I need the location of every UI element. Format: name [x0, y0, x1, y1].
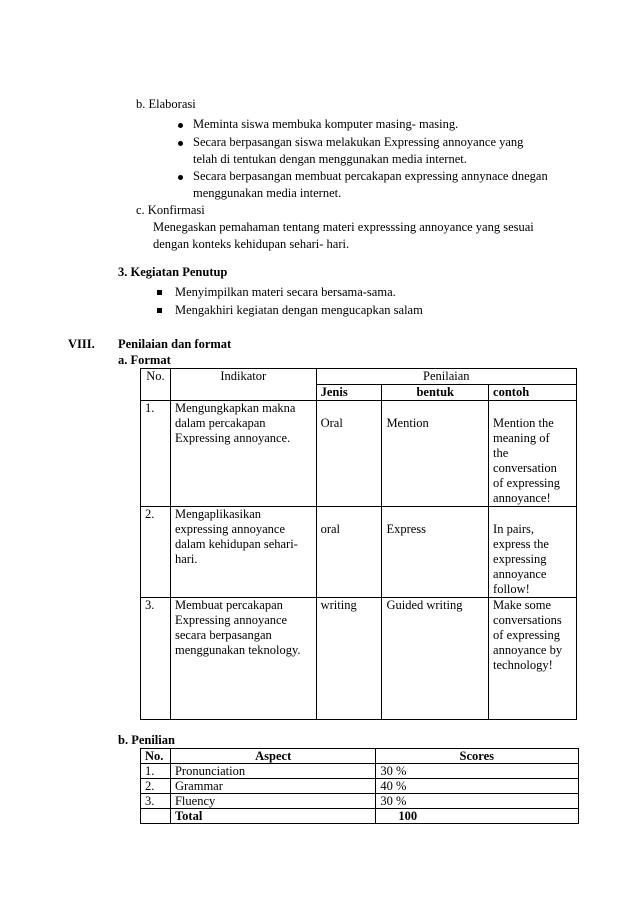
contoh-line: annoyance! [493, 491, 551, 505]
row-no [141, 809, 171, 824]
section-number: VIII. [68, 337, 95, 351]
header-aspect: Aspect [170, 749, 375, 764]
bentuk-value: Mention [386, 416, 429, 430]
row-contoh [489, 507, 577, 598]
row-contoh [489, 401, 577, 507]
header-indikator: Indikator [170, 369, 316, 401]
header-no: No. [141, 369, 171, 401]
konfirmasi-line-2: dengan konteks kehidupan sehari- hari. [153, 237, 350, 251]
bentuk-value: Express [386, 522, 427, 536]
row-aspect: Pronunciation [170, 764, 375, 779]
elaborasi-bullet-2-cont: telah di tentukan dengan menggunakan media internet. [193, 152, 467, 166]
jenis-value: oral [320, 522, 341, 536]
indikator-line: menggunakan teknology. [174, 643, 301, 657]
row-contoh [489, 598, 577, 720]
row-no: 2. [141, 779, 171, 794]
format-table [140, 368, 577, 720]
contoh-line: technology! [493, 658, 553, 672]
row-score: 30 % [376, 794, 579, 809]
contoh-line: expressing [493, 552, 547, 566]
indikator-line: Expressing annoyance [174, 613, 288, 627]
header-no: No. [141, 749, 171, 764]
contoh-line: annoyance by [493, 643, 563, 657]
konfirmasi-line-1: Menegaskan pemahaman tentang materi expresssing annoyance yang sesuai [153, 220, 534, 234]
row-aspect: Grammar [170, 779, 375, 794]
elaborasi-bullet-3-cont: menggunakan media internet. [193, 186, 342, 200]
contoh-line: conversation [493, 461, 557, 475]
contoh-line: express the [493, 537, 549, 551]
contoh-line: follow! [493, 582, 530, 596]
square-bullet-icon [157, 290, 162, 295]
elaborasi-heading: b. Elaborasi [136, 97, 196, 111]
row-no: 3. [141, 598, 171, 720]
row-indikator [170, 401, 316, 507]
table-row [141, 401, 577, 507]
table-row [141, 507, 577, 598]
table-row [141, 598, 577, 720]
section-title: Penilaian dan format [118, 337, 232, 351]
penilian-subheading: b. Penilian [118, 733, 175, 747]
indikator-line: hari. [174, 552, 198, 566]
row-indikator [170, 507, 316, 598]
row-aspect: Fluency [170, 794, 375, 809]
contoh-line: of expressing [493, 628, 561, 642]
row-bentuk: Guided writing [382, 598, 489, 720]
contoh-line: conversations [493, 613, 562, 627]
header-contoh: contoh [489, 385, 577, 401]
indikator-line: expressing annoyance [174, 522, 285, 536]
header-bentuk: bentuk [382, 385, 489, 401]
total-label: Total [170, 809, 375, 824]
row-no: 3. [141, 794, 171, 809]
indikator-line: secara berpasangan [174, 628, 272, 642]
table-row [141, 764, 579, 779]
row-no: 1. [141, 401, 171, 507]
contoh-line: Make some [493, 598, 552, 612]
table-row [141, 794, 579, 809]
total-value: 100 [376, 809, 579, 824]
contoh-line: the [493, 446, 509, 460]
row-no: 1. [141, 764, 171, 779]
square-bullet-icon [157, 308, 162, 313]
elaborasi-bullet-1: Meminta siswa membuka komputer masing- masing. [193, 117, 459, 131]
indikator-line: Membuat percakapan [174, 598, 283, 612]
contoh-line: of expressing [493, 476, 561, 490]
row-bentuk [382, 401, 489, 507]
penutup-bullet-2: Mengakhiri kegiatan dengan mengucapkan salam [175, 303, 423, 317]
row-jenis: writing [316, 598, 382, 720]
indikator-line: dalam percakapan [174, 416, 266, 430]
indikator-line: Mengungkapkan makna [174, 401, 296, 415]
scores-table [140, 748, 579, 824]
contoh-line: annoyance [493, 567, 547, 581]
indikator-line: Mengaplikasikan [174, 507, 262, 521]
bullet-icon [178, 123, 183, 128]
row-score: 30 % [376, 764, 579, 779]
header-scores: Scores [376, 749, 579, 764]
row-jenis [316, 401, 382, 507]
row-no: 2. [141, 507, 171, 598]
row-bentuk [382, 507, 489, 598]
penutup-heading: 3. Kegiatan Penutup [118, 265, 228, 279]
format-subheading: a. Format [118, 353, 171, 367]
total-row [141, 809, 579, 824]
bullet-icon [178, 141, 183, 146]
penutup-bullet-1: Menyimpilkan materi secara bersama-sama. [175, 285, 396, 299]
row-score: 40 % [376, 779, 579, 794]
indikator-line: dalam kehidupan sehari- [174, 537, 298, 551]
row-jenis [316, 507, 382, 598]
elaborasi-bullet-2: Secara berpasangan siswa melakukan Expressing annoyance yang [193, 135, 524, 149]
konfirmasi-heading: c. Konfirmasi [136, 203, 205, 217]
indikator-line: Expressing annoyance. [174, 431, 291, 445]
row-indikator [170, 598, 316, 720]
bullet-icon [178, 175, 183, 180]
contoh-line: Mention the [493, 416, 554, 430]
contoh-line: meaning of [493, 431, 550, 445]
elaborasi-bullet-3: Secara berpasangan membuat percakapan expressing annynace dnegan [193, 169, 548, 183]
contoh-line: In pairs, [493, 522, 534, 536]
header-penilaian: Penilaian [316, 369, 576, 385]
jenis-value: Oral [320, 416, 343, 430]
table-row [141, 779, 579, 794]
header-jenis: Jenis [316, 385, 382, 401]
